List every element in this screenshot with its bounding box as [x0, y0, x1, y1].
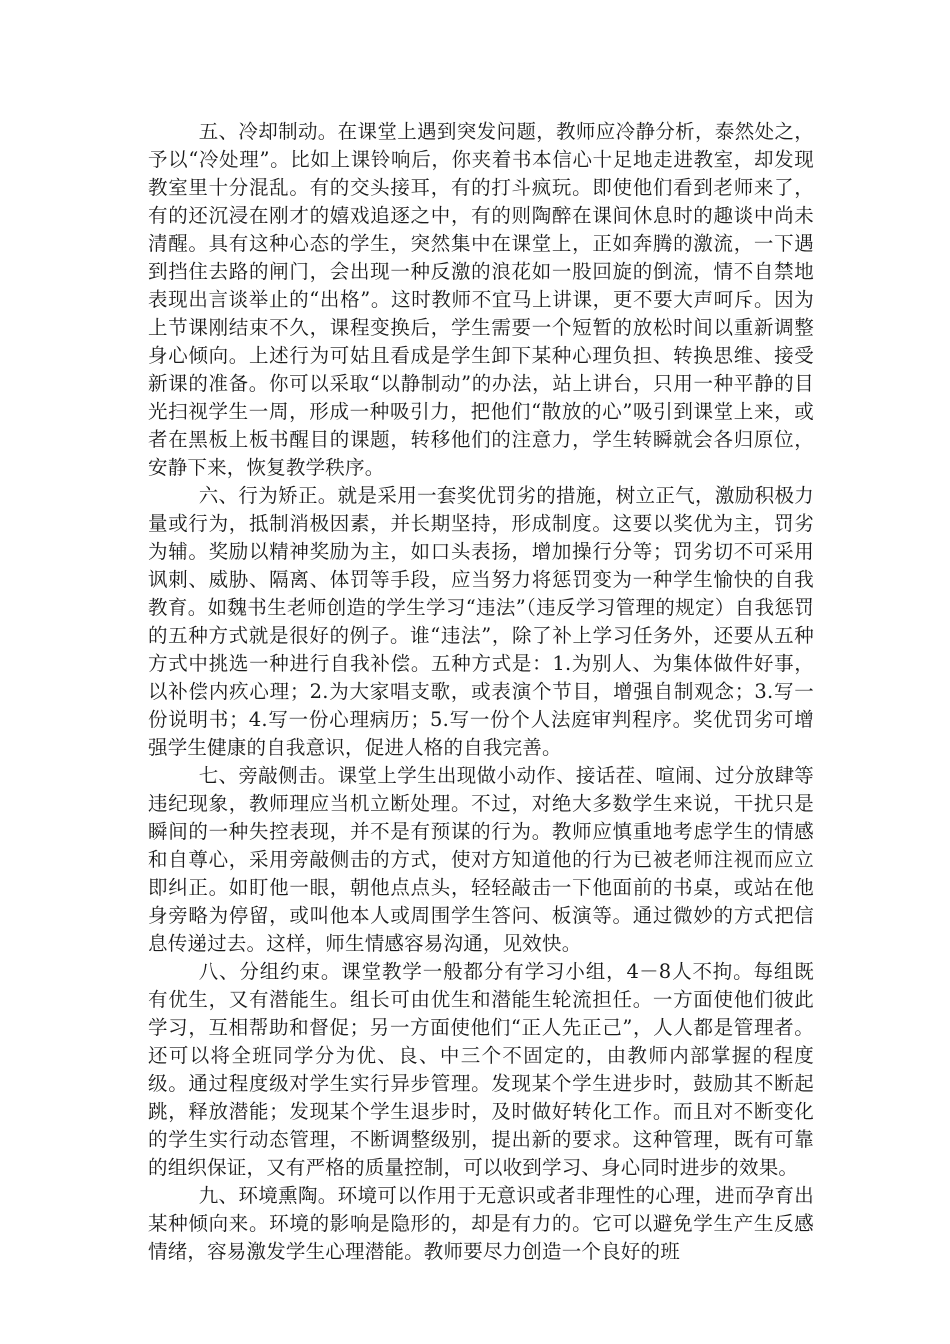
paragraph-environment-influence: 九、环境熏陶。环境可以作用于无意识或者非理性的心理，进而孕育出某种倾向来。环境的影响是隐形的，却是有力的。它可以避免学生产生反感情绪，容易激发学生心理潜能。教师要尽力创造一个良好的班 — [148, 1184, 814, 1263]
paragraph-indirect-hint: 七、旁敲侧击。课堂上学生出现做小动作、接话茬、喧闹、过分放肆等违纪现象，教师理应当机立断处理。不过，对绝大多数学生来说，干扰只是瞬间的一种失控表现，并不是有预谋的行为。教师应慎重地考虑学生的情感和自尊心，采用旁敲侧击的方式，使对方知道他的行为已被老师注视而应立即纠正。如盯他一眼，朝他点点头，轻轻敲击一下他面前的书桌，或站在他身旁略为停留，或叫他本人或周围学生答问、板演等。通过微妙的方式把信息传递过去。这样，师生情感容易沟通，见效快。 — [148, 764, 814, 955]
paragraph-behavior-correction: 六、行为矫正。就是采用一套奖优罚劣的措施，树立正气，激励积极力量或行为，抵制消极因素，并长期坚持，形成制度。这要以奖优为主，罚劣为辅。奖励以精神奖励为主，如口头表扬，增加操行分等；罚劣切不可采用讽刺、威胁、隔离、体罚等手段，应当努力将惩罚变为一种学生愉快的自我教育。如魏书生老师创造的学生学习“违法”（违反学习管理的规定）自我惩罚的五种方式就是很好的例子。谁“违法”，除了补上学习任务外，还要从五种方式中挑选一种进行自我补偿。五种方式是：1.为别人、为集体做件好事，以补偿内疚心理；2.为大家唱支歌，或表演个节目，增强自制观念；3.写一份说明书；4.写一份心理病历；5.写一份个人法庭审判程序。奖优罚劣可增强学生健康的自我意识，促进人格的自我完善。 — [148, 484, 814, 759]
paragraph-cooling-control: 五、冷却制动。在课堂上遇到突发问题，教师应冷静分析，泰然处之，予以“冷处理”。比如上课铃响后，你夹着书本信心十足地走进教室，却发现教室里十分混乱。有的交头接耳，有的打斗疯玩。即使他们看到老师来了，有的还沉浸在刚才的嬉戏追逐之中，有的则陶醉在课间休息时的趣谈中尚未清醒。具有这种心态的学生，突然集中在课堂上，正如奔腾的激流，一下遇到挡住去路的闸门，会出现一种反激的浪花如一股回旋的倒流，情不自禁地表现出言谈举止的“出格”。这时教师不宜马上讲课，更不要大声呵斥。因为上节课刚结束不久，课程变换后，学生需要一个短暂的放松时间以重新调整身心倾向。上述行为可姑且看成是学生卸下某种心理负担、转换思维、接受新课的准备。你可以采取“以静制动”的办法，站上讲台，只用一种平静的目光扫视学生一周，形成一种吸引力，把他们“散放的心”吸引到课堂上来，或者在黑板上板书醒目的课题，转移他们的注意力，学生转瞬就会各归原位，安静下来，恢复教学秩序。 — [148, 120, 814, 479]
document-body — [148, 118, 814, 1266]
paragraph-group-constraint: 八、分组约束。课堂教学一般都分有学习小组，4－8人不拘。每组既有优生，又有潜能生。组长可由优生和潜能生轮流担任。一方面使他们彼此学习，互相帮助和督促；另一方面使他们“正人先正己”，人人都是管理者。还可以将全班同学分为优、良、中三个不固定的，由教师内部掌握的程度级。通过程度级对学生实行异步管理。发现某个学生进步时，鼓励其不断起跳，释放潜能；发现某个学生退步时，及时做好转化工作。而且对不断变化的学生实行动态管理，不断调整级别，提出新的要求。这种管理，既有可靠的组织保证，又有严格的质量控制，可以收到学习、身心同时进步的效果。 — [148, 960, 814, 1179]
